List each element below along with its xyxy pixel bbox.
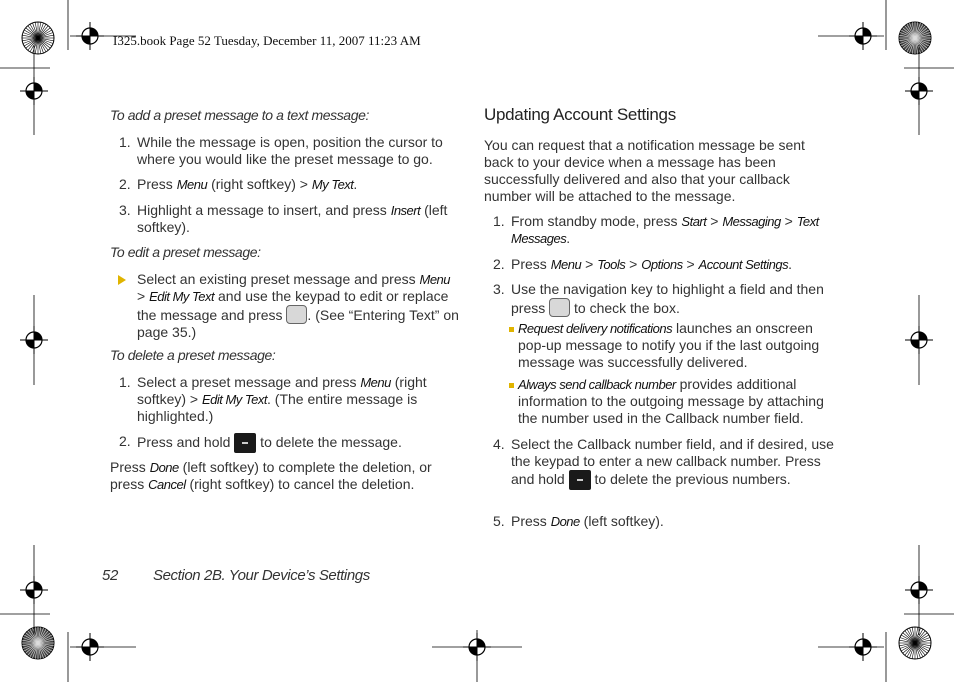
- text-run: to delete the message.: [256, 434, 402, 450]
- step-number: 2.: [119, 433, 131, 449]
- page-number: 52: [102, 567, 118, 584]
- text-run: Press: [110, 459, 150, 475]
- text-run: to check the box.: [570, 300, 680, 316]
- menu-term: Text Messages: [511, 214, 819, 246]
- text-run: >: [706, 213, 723, 229]
- step-number: 3.: [119, 202, 131, 218]
- back-key-icon: [569, 470, 591, 490]
- text-run: to delete the previous numbers.: [590, 471, 791, 487]
- text-run: Select a preset message and press: [137, 374, 361, 390]
- text-run: Press: [137, 176, 177, 192]
- add-step: [119, 134, 462, 168]
- text-run: >: [581, 256, 598, 272]
- step-number: 5.: [493, 513, 505, 529]
- edit-bullet: [137, 271, 462, 341]
- add-step: [119, 176, 462, 193]
- text-run: >: [780, 213, 797, 229]
- menu-term: Always send callback number: [518, 377, 676, 392]
- triangle-bullet-icon: [118, 275, 126, 285]
- step-number: 2.: [493, 256, 505, 272]
- menu-term: Done: [149, 460, 179, 475]
- heading-delete-preset: To delete a preset message:: [110, 347, 276, 363]
- menu-term: Menu: [419, 272, 451, 287]
- section-title: Updating Account Settings: [484, 105, 676, 124]
- text-run: Press and hold: [137, 434, 235, 450]
- text-run: .: [353, 176, 358, 192]
- text-run: launches an onscreen pop-up message to notify you if the last outgoing message was successfully delivered.: [518, 320, 820, 370]
- sub-bullet: [518, 376, 836, 427]
- text-run: (right softkey) >: [207, 176, 312, 192]
- text-run: (left softkey) to complete the deletion, or press: [110, 459, 432, 492]
- ok-key-icon: [549, 298, 570, 317]
- menu-term: Tools: [597, 257, 626, 272]
- heading-add-preset: To add a preset message to a text message:: [110, 107, 369, 123]
- menu-term: Edit My Text: [149, 289, 215, 304]
- step-number: 2.: [119, 176, 131, 192]
- account-step: [493, 213, 836, 247]
- menu-term: Edit My Text: [201, 392, 268, 407]
- account-step: [493, 436, 836, 490]
- menu-term: Messaging: [722, 214, 781, 229]
- text-run: Highlight a message to insert, and press: [137, 202, 391, 218]
- step-number: 4.: [493, 436, 505, 452]
- text-run: Press: [511, 256, 551, 272]
- delete-step: [119, 374, 462, 425]
- square-bullet-icon: [509, 327, 514, 332]
- text-run: .: [788, 256, 792, 272]
- text-run: .: [566, 230, 571, 246]
- menu-term: Cancel: [148, 477, 186, 492]
- account-step: [493, 256, 836, 273]
- square-bullet-icon: [509, 383, 514, 388]
- text-run: and use the keypad to edit or replace the message and press: [137, 288, 449, 323]
- text-run: (left softkey).: [579, 513, 664, 529]
- footer-section: Section 2B. Your Device’s Settings: [153, 567, 370, 584]
- intro-paragraph: You can request that a notification message be sent back to your device when a message has been successfully delivered and also that your callback number will be attached to the message.: [484, 137, 805, 204]
- print-header: I325.book Page 52 Tuesday, December 11, 2007 11:23 AM: [113, 33, 421, 48]
- text-run: . (The entire message is highlighted.): [137, 391, 418, 424]
- text-run: >: [682, 256, 699, 272]
- back-key-icon: [234, 433, 256, 453]
- account-step: [493, 513, 836, 530]
- add-step: [119, 202, 462, 236]
- closing-paragraph: [110, 459, 455, 493]
- menu-term: Menu: [176, 177, 208, 192]
- text-run: >: [137, 288, 150, 304]
- sub-bullet: [518, 320, 836, 371]
- account-step: [493, 281, 836, 317]
- menu-term: Options: [641, 257, 683, 272]
- text-run: Use the navigation key to highlight a field and then press: [511, 281, 824, 316]
- text-run: (right softkey) >: [137, 374, 427, 407]
- menu-term: Start: [681, 214, 707, 229]
- menu-term: My Text: [311, 177, 354, 192]
- delete-step: [119, 433, 462, 453]
- text-run: (left softkey).: [137, 202, 448, 235]
- menu-term: Menu: [550, 257, 582, 272]
- menu-term: Request delivery notifications: [518, 321, 673, 336]
- text-run: From standby mode, press: [511, 213, 682, 229]
- text-run: (right softkey) to cancel the deletion.: [185, 476, 415, 492]
- text-run: >: [625, 256, 642, 272]
- heading-edit-preset: To edit a preset message:: [110, 244, 261, 260]
- ok-key-icon: [286, 305, 307, 324]
- text-run: While the message is open, position the cursor to where you would like the preset message to go.: [137, 134, 443, 167]
- menu-term: Insert: [390, 203, 421, 218]
- menu-term: Done: [550, 514, 580, 529]
- text-run: provides additional information to the outgoing message by attaching the number used in the Callback number field.: [518, 376, 824, 426]
- step-number: 3.: [493, 281, 505, 297]
- step-number: 1.: [493, 213, 505, 229]
- text-run: Select an existing preset message and press: [137, 271, 420, 287]
- menu-term: Menu: [360, 375, 391, 390]
- step-number: 1.: [119, 134, 131, 150]
- step-number: 1.: [119, 374, 131, 390]
- text-run: . (See “Entering Text” on page 35.): [137, 307, 459, 340]
- menu-term: Account Settings: [698, 257, 789, 272]
- text-run: Press: [511, 513, 551, 529]
- text-run: Select the Callback number field, and if desired, use the keypad to enter a new callback number. Press and hold: [511, 436, 834, 487]
